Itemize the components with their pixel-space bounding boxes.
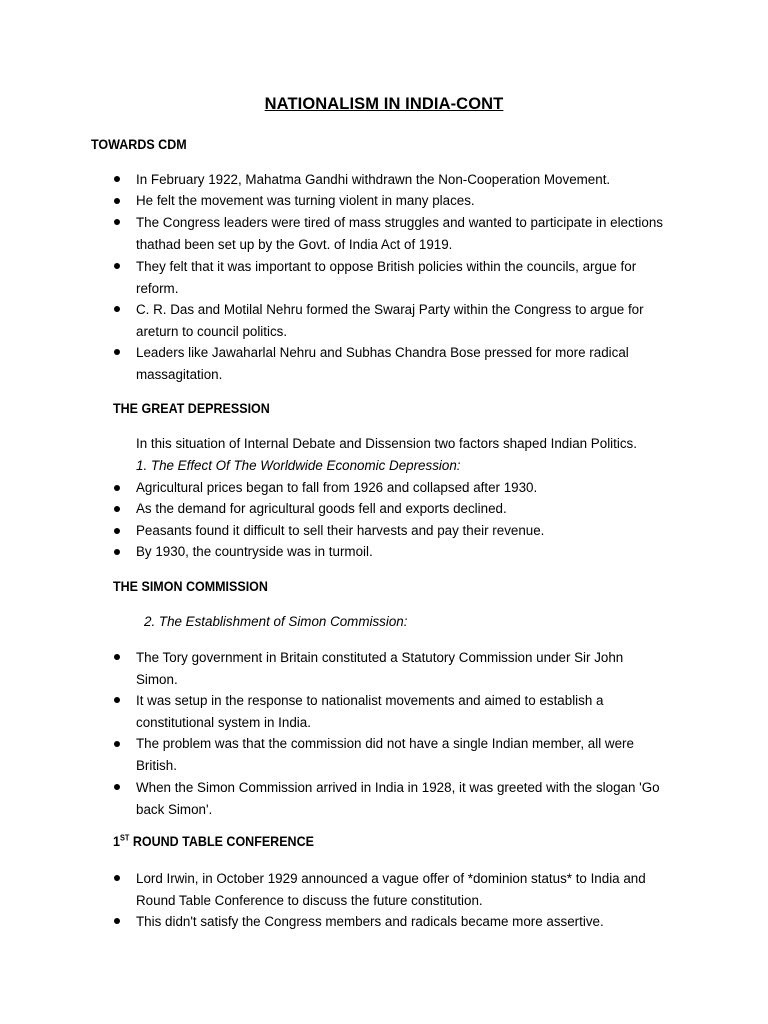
bullet-icon bbox=[114, 219, 120, 225]
list-item: As the demand for agricultural goods fell and exports declined. bbox=[136, 501, 507, 516]
section-heading-simon: THE SIMON COMMISSION bbox=[113, 579, 268, 594]
bullet-icon bbox=[114, 918, 120, 924]
bullet-icon bbox=[114, 263, 120, 269]
bullet-icon bbox=[114, 506, 120, 512]
list-item: C. R. Das and Motilal Nehru formed the Swaraj Party within the Congress to argue for areturn to council politics. bbox=[136, 302, 644, 339]
list-item: Leaders like Jawaharlal Nehru and Subhas Chandra Bose pressed for more radical massagitation. bbox=[136, 345, 629, 382]
heading-text: ROUND TABLE CONFERENCE bbox=[129, 834, 314, 849]
bullet-icon bbox=[114, 549, 120, 555]
bullet-icon bbox=[114, 349, 120, 355]
bullet-icon bbox=[114, 528, 120, 534]
section-heading-depression: THE GREAT DEPRESSION bbox=[113, 401, 270, 416]
bullet-icon bbox=[114, 176, 120, 182]
list-item: It was setup in the response to nationalist movements and aimed to establish a constitutional system in India. bbox=[136, 693, 604, 730]
list-item: The Tory government in Britain constituted a Statutory Commission under Sir John Simon. bbox=[136, 650, 624, 687]
section-heading-cdm: TOWARDS CDM bbox=[91, 137, 187, 152]
list-item: This didn't satisfy the Congress members and radicals became more assertive. bbox=[136, 914, 604, 929]
section-heading-rtc bbox=[113, 834, 314, 849]
list-item: In February 1922, Mahatma Gandhi withdrawn the Non-Cooperation Movement. bbox=[136, 172, 611, 187]
intro-paragraph: In this situation of Internal Debate and Dissension two factors shaped Indian Politics. bbox=[136, 436, 637, 451]
list-item: They felt that it was important to oppose British policies within the councils, argue for reform. bbox=[136, 259, 637, 296]
list-item: The Congress leaders were tired of mass struggles and wanted to participate in elections thathad been set up by the Govt. of India Act of 1919. bbox=[136, 215, 663, 252]
bullet-icon bbox=[114, 697, 120, 703]
bullet-icon bbox=[114, 198, 120, 204]
bullet-icon bbox=[114, 306, 120, 312]
list-item: He felt the movement was turning violent in many places. bbox=[136, 193, 475, 208]
bullet-icon bbox=[114, 485, 120, 491]
subheading-depression: 1. The Effect Of The Worldwide Economic Depression: bbox=[136, 458, 461, 473]
list-item: By 1930, the countryside was in turmoil. bbox=[136, 544, 373, 559]
list-item: Peasants found it difficult to sell their harvests and pay their revenue. bbox=[136, 523, 545, 538]
list-item: Agricultural prices began to fall from 1926 and collapsed after 1930. bbox=[136, 480, 538, 495]
bullet-icon bbox=[114, 654, 120, 660]
bullet-icon bbox=[114, 784, 120, 790]
list-item: When the Simon Commission arrived in India in 1928, it was greeted with the slogan 'Go back Simon'. bbox=[136, 780, 660, 817]
list-item: Lord Irwin, in October 1929 announced a vague offer of *dominion status* to India and Round Table Conference to discuss the future constitution. bbox=[136, 871, 646, 908]
bullet-icon bbox=[114, 875, 120, 881]
page-title: NATIONALISM IN INDIA-CONT bbox=[264, 95, 504, 113]
bullet-icon bbox=[114, 741, 120, 747]
heading-ordinal: ST bbox=[119, 833, 130, 843]
subheading-simon: 2. The Establishment of Simon Commission: bbox=[144, 614, 408, 629]
heading-number: 1 bbox=[113, 834, 120, 849]
list-item: The problem was that the commission did not have a single Indian member, all were British. bbox=[136, 736, 634, 773]
